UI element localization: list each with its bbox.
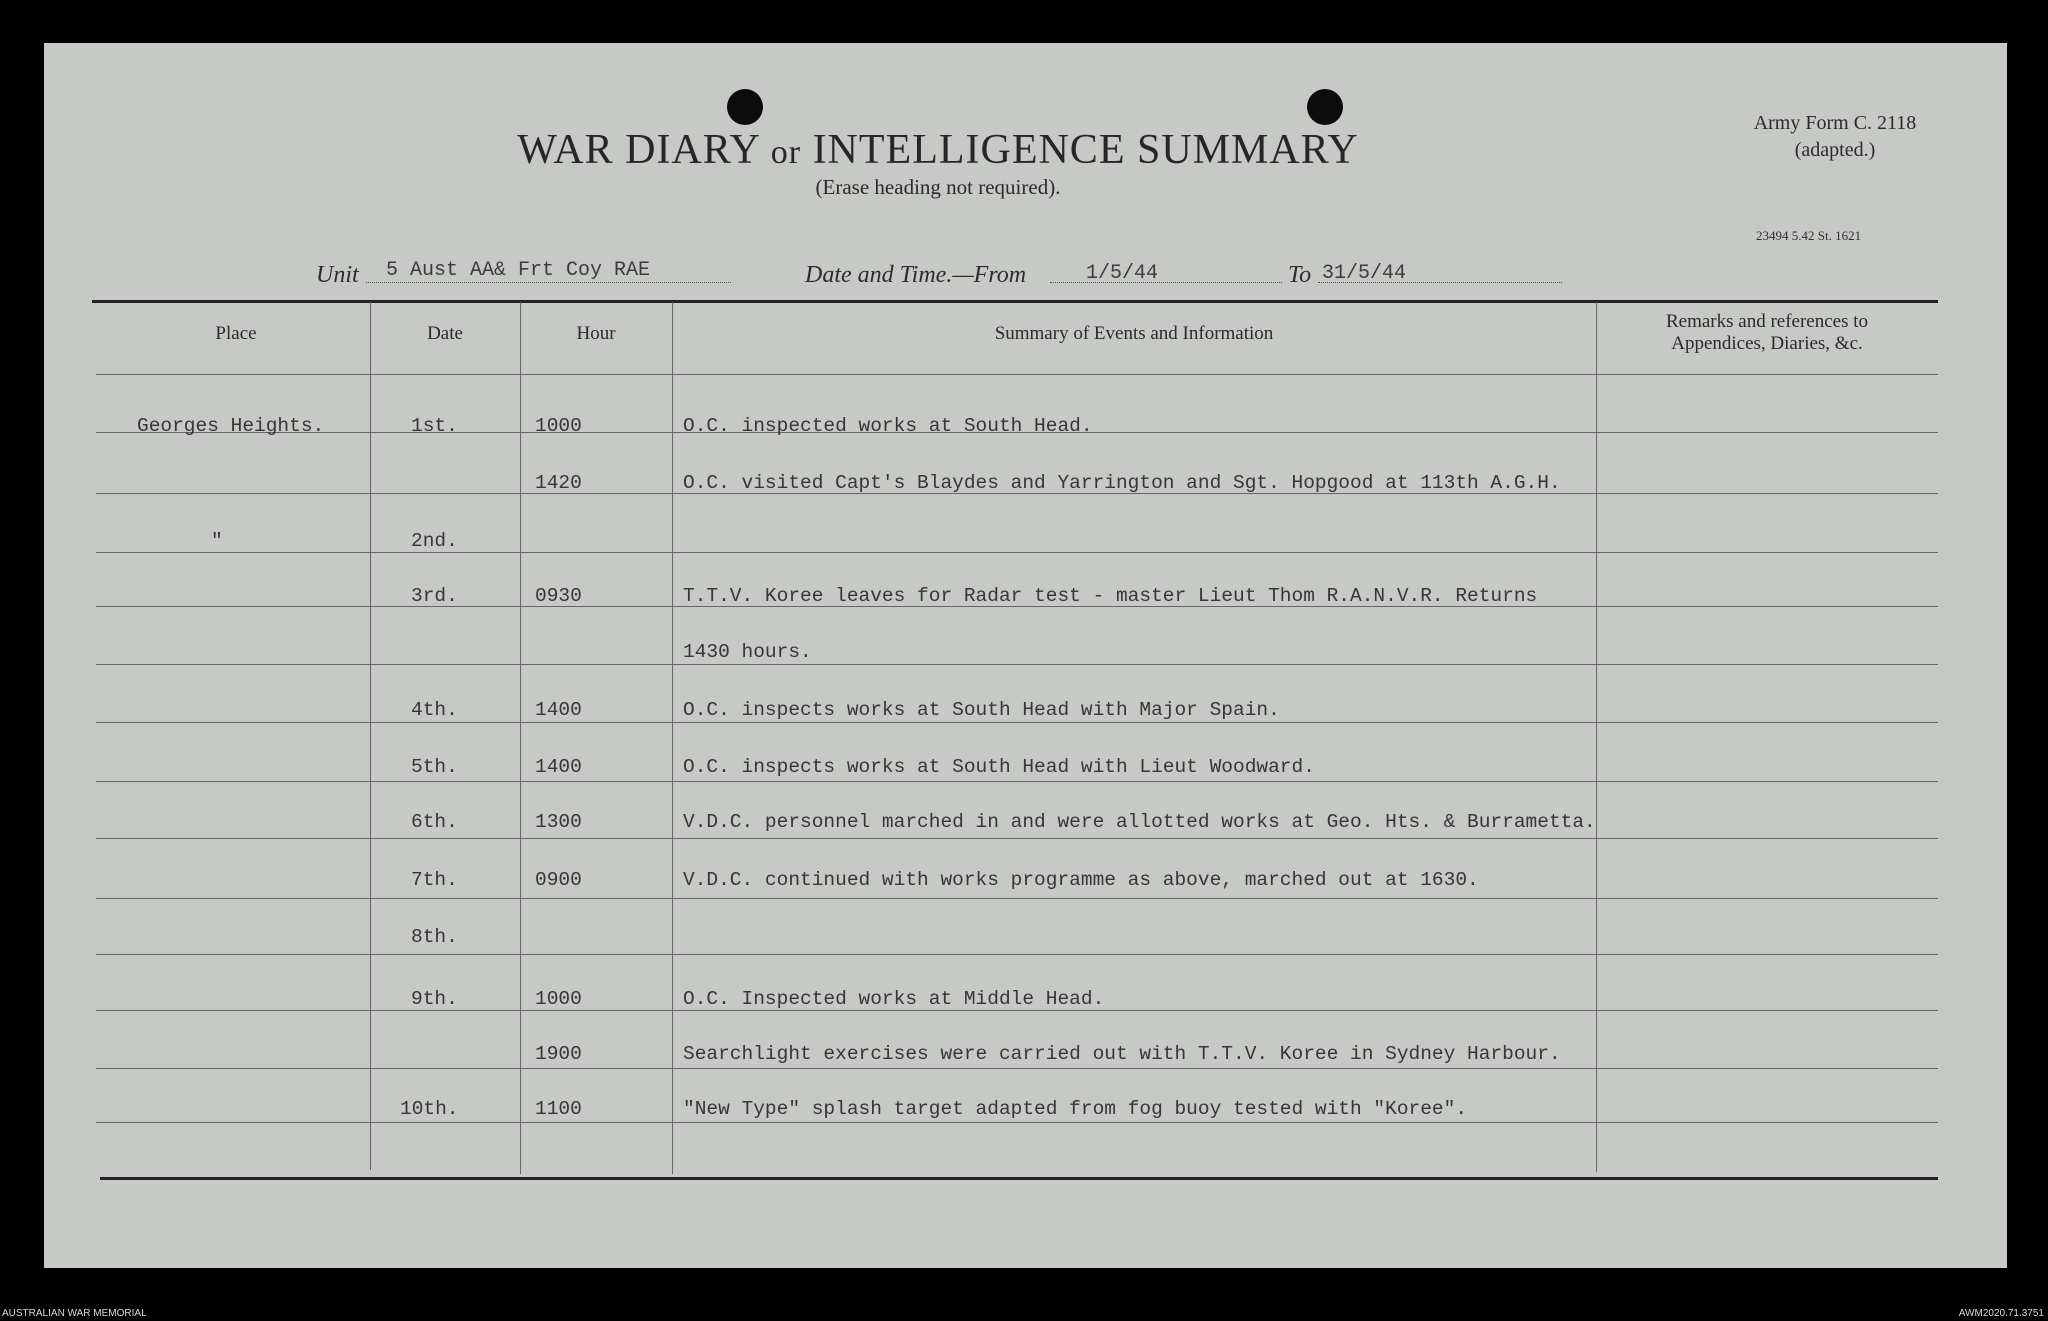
date-time-label: Date and Time.—From [805, 262, 1027, 288]
row-hour: 0930 [535, 585, 582, 607]
col-header-remarks [1596, 311, 1938, 355]
row-hour: 0900 [535, 869, 582, 891]
row-hour: 1900 [535, 1043, 582, 1065]
date-to-value: 31/5/44 [1322, 262, 1407, 285]
row-place: Georges Heights. [137, 415, 325, 437]
print-code: 23494 5.42 St. 1621 [1756, 228, 1862, 243]
col-header-place: Place [215, 323, 257, 344]
row-date: 2nd. [411, 530, 458, 552]
row-date: 1st. [411, 415, 458, 437]
row-hour: 1400 [535, 756, 582, 778]
unit-dotline [366, 282, 731, 283]
row-rule [96, 664, 1938, 665]
punch-hole-left [727, 89, 763, 125]
row-hour: 1300 [535, 811, 582, 833]
row-date: 4th. [411, 699, 458, 721]
row-date: 8th. [411, 926, 458, 948]
row-rule [96, 722, 1938, 723]
footer-credit: AUSTRALIAN WAR MEMORIAL [2, 1308, 147, 1319]
diary-page [44, 43, 2007, 1268]
to-label: To [1288, 262, 1312, 288]
row-date: 5th. [411, 756, 458, 778]
punch-hole-right [1307, 89, 1343, 125]
title-part-1: WAR DIARY [517, 127, 760, 173]
row-hour: 1420 [535, 472, 582, 494]
row-summary: "New Type" splash target adapted from fog buoy tested with "Koree". [683, 1098, 1468, 1120]
row-rule [96, 552, 1938, 553]
title-part-2: INTELLIGENCE SUMMARY [812, 127, 1359, 173]
row-rule [96, 838, 1938, 839]
row-date: 6th. [411, 811, 458, 833]
remarks-line-1: Remarks and references to [1665, 311, 1869, 332]
row-summary: T.T.V. Koree leaves for Radar test - master Lieut Thom R.A.N.V.R. Returns [683, 585, 1538, 607]
page-title [438, 126, 1438, 174]
row-summary: O.C. inspected works at South Head. [683, 415, 1093, 437]
army-form-number: Army Form C. 2118 [1753, 112, 1917, 134]
from-dotline [1050, 282, 1282, 283]
table-bottom-rule [100, 1177, 1938, 1180]
row-summary: Searchlight exercises were carried out with T.T.V. Koree in Sydney Harbour. [683, 1043, 1561, 1065]
row-rule [96, 1010, 1938, 1011]
footer-accession: AWM2020.71.3751 [1958, 1308, 2044, 1319]
row-summary: O.C. Inspected works at Middle Head. [683, 988, 1105, 1010]
row-summary: 1430 hours. [683, 641, 812, 663]
table-top-rule [92, 300, 1938, 303]
row-summary: O.C. visited Capt's Blaydes and Yarrington and Sgt. Hopgood at 113th A.G.H. [683, 472, 1561, 494]
row-rule [96, 898, 1938, 899]
row-place: " [211, 530, 223, 552]
row-summary: V.D.C. personnel marched in and were allotted works at Geo. Hts. & Burrametta. [683, 811, 1596, 833]
col-header-hour: Hour [576, 323, 616, 344]
row-summary: O.C. inspects works at South Head with Lieut Woodward. [683, 756, 1315, 778]
remarks-line-2: Appendices, Diaries, &c. [1671, 333, 1863, 354]
unit-label: Unit [316, 262, 359, 288]
row-summary: O.C. inspects works at South Head with Major Spain. [683, 699, 1280, 721]
title-or: or [770, 134, 802, 171]
row-date: 7th. [411, 869, 458, 891]
row-date: 10th. [400, 1098, 459, 1120]
date-from-value: 1/5/44 [1086, 262, 1159, 285]
row-hour: 1000 [535, 415, 582, 437]
row-rule [96, 374, 1938, 375]
subtitle: (Erase heading not required). [815, 175, 1061, 199]
row-rule [96, 1122, 1938, 1123]
army-form-adapted: (adapted.) [1794, 139, 1876, 161]
row-rule [96, 954, 1938, 955]
army-form-block [1700, 110, 1970, 164]
row-date: 9th. [411, 988, 458, 1010]
row-date: 3rd. [411, 585, 458, 607]
col-header-summary: Summary of Events and Information [994, 323, 1274, 344]
to-dotline [1318, 282, 1562, 283]
row-rule [96, 1068, 1938, 1069]
row-hour: 1400 [535, 699, 582, 721]
row-hour: 1000 [535, 988, 582, 1010]
row-hour: 1100 [535, 1098, 582, 1120]
unit-value: 5 Aust AA& Frt Coy RAE [386, 259, 651, 282]
col-header-date: Date [427, 323, 463, 344]
row-summary: V.D.C. continued with works programme as above, marched out at 1630. [683, 869, 1479, 891]
row-rule [96, 781, 1938, 782]
